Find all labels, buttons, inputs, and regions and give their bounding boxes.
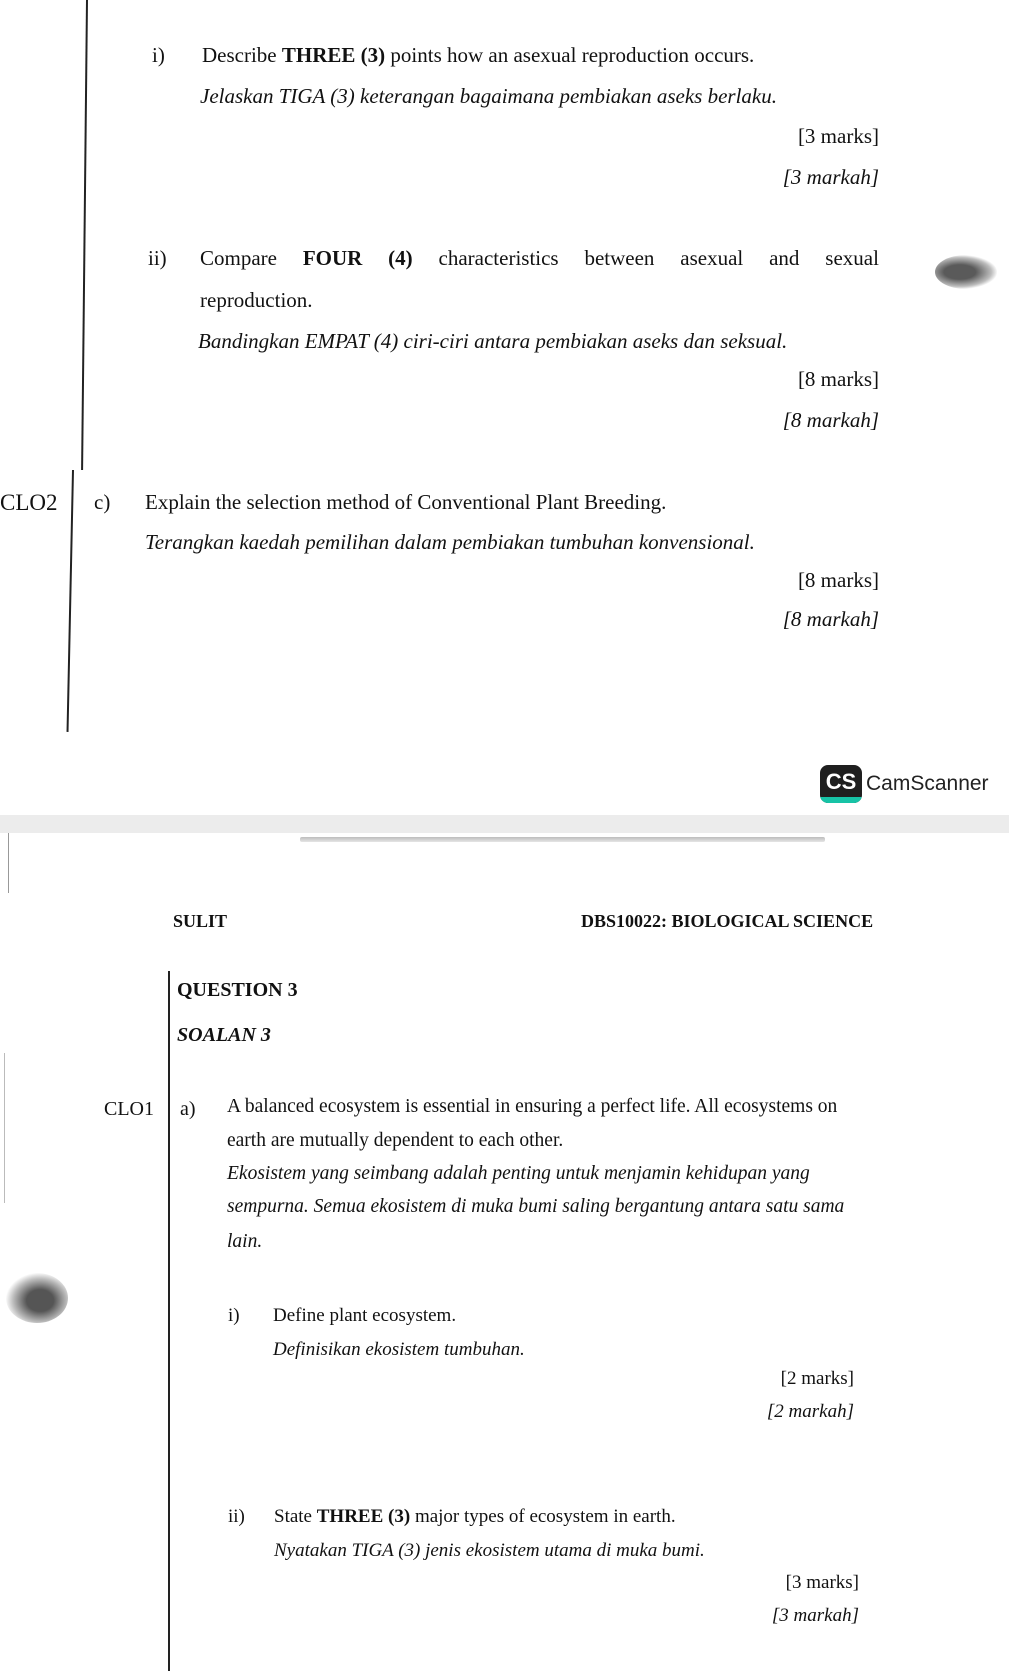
question-text-en-cont: earth are mutually dependent to each other. bbox=[227, 1130, 564, 1151]
header-course-code: DBS10022: BIOLOGICAL SCIENCE bbox=[581, 911, 874, 931]
markah-label: [8 markah] bbox=[782, 607, 879, 631]
page-separator bbox=[0, 815, 1009, 833]
question-number: a) bbox=[180, 1098, 196, 1120]
question-text-ms: Bandingkan EMPAT (4) ciri-ciri antara pembiakan aseks dan seksual. bbox=[198, 329, 788, 353]
question-title: QUESTION 3 bbox=[177, 979, 298, 1001]
question-text-ms: Ekosistem yang seimbang adalah penting untuk menjamin kehidupan yang bbox=[227, 1163, 810, 1184]
markah-label: [3 markah] bbox=[782, 165, 879, 189]
camscanner-watermark: CamScanner bbox=[866, 772, 989, 795]
marks-label: [2 marks] bbox=[780, 1368, 854, 1389]
clo-label: CLO1 bbox=[104, 1098, 154, 1120]
question-text-ms-cont: sempurna. Semua ekosistem di muka bumi saling bergantung antara satu sama bbox=[227, 1196, 845, 1217]
question-word: FOUR bbox=[302, 246, 363, 270]
margin-line bbox=[67, 470, 74, 732]
marks-label: [3 marks] bbox=[785, 1572, 859, 1593]
question-number: ii) bbox=[148, 246, 167, 270]
question-number: i) bbox=[228, 1305, 240, 1326]
question-text-ms: Jelaskan TIGA (3) keterangan bagaimana pembiakan aseks berlaku. bbox=[200, 84, 777, 108]
margin-line bbox=[168, 971, 170, 1671]
camscanner-logo-icon: CS bbox=[820, 765, 862, 803]
question-word: between bbox=[584, 246, 655, 270]
question-word: sexual bbox=[825, 246, 879, 270]
question-number: i) bbox=[152, 43, 165, 67]
question-word: (4) bbox=[388, 246, 413, 270]
question-text-en bbox=[200, 246, 879, 271]
question-word: Compare bbox=[200, 246, 277, 270]
header-sulit: SULIT bbox=[173, 911, 228, 931]
question-text-ms: Terangkan kaedah pemilihan dalam pembiakan tumbuhan konvensional. bbox=[145, 530, 755, 554]
markah-label: [3 markah] bbox=[771, 1605, 859, 1626]
marks-label: [3 marks] bbox=[797, 124, 879, 148]
top-page-scan bbox=[0, 0, 1009, 815]
question-word: asexual bbox=[680, 246, 744, 270]
markah-label: [2 markah] bbox=[766, 1401, 854, 1422]
question-text-en: Explain the selection method of Conventional Plant Breeding. bbox=[145, 490, 667, 514]
question-text-en: Describe THREE (3) points how an asexual reproduction occurs. bbox=[202, 43, 755, 67]
bottom-page-scan bbox=[0, 833, 1009, 1662]
margin-line bbox=[81, 0, 88, 470]
scan-edge-bar bbox=[300, 837, 825, 842]
punch-hole-artifact bbox=[6, 1273, 68, 1323]
question-text-ms-cont: lain. bbox=[227, 1231, 263, 1252]
question-word: characteristics bbox=[438, 246, 559, 270]
question-number: c) bbox=[94, 490, 111, 514]
question-number: ii) bbox=[228, 1506, 245, 1527]
question-text-en: State THREE (3) major types of ecosystem in earth. bbox=[274, 1506, 676, 1527]
question-text-en-cont: reproduction. bbox=[200, 288, 313, 312]
question-text-ms: Definisikan ekosistem tumbuhan. bbox=[273, 1339, 525, 1360]
soalan-title: SOALAN 3 bbox=[177, 1024, 271, 1046]
punch-hole-artifact bbox=[935, 255, 997, 289]
question-text-ms: Nyatakan TIGA (3) jenis ekosistem utama di muka bumi. bbox=[274, 1540, 705, 1561]
marks-label: [8 marks] bbox=[797, 568, 879, 592]
page-edge-line bbox=[8, 833, 9, 893]
marks-label: [8 marks] bbox=[797, 367, 879, 391]
clo-label: CLO2 bbox=[0, 490, 58, 515]
question-word: and bbox=[769, 246, 800, 270]
markah-label: [8 markah] bbox=[782, 408, 879, 432]
question-text-en: A balanced ecosystem is essential in ensuring a perfect life. All ecosystems on bbox=[227, 1096, 838, 1117]
question-text-en: Define plant ecosystem. bbox=[273, 1305, 457, 1326]
page-edge-line bbox=[4, 1053, 5, 1203]
